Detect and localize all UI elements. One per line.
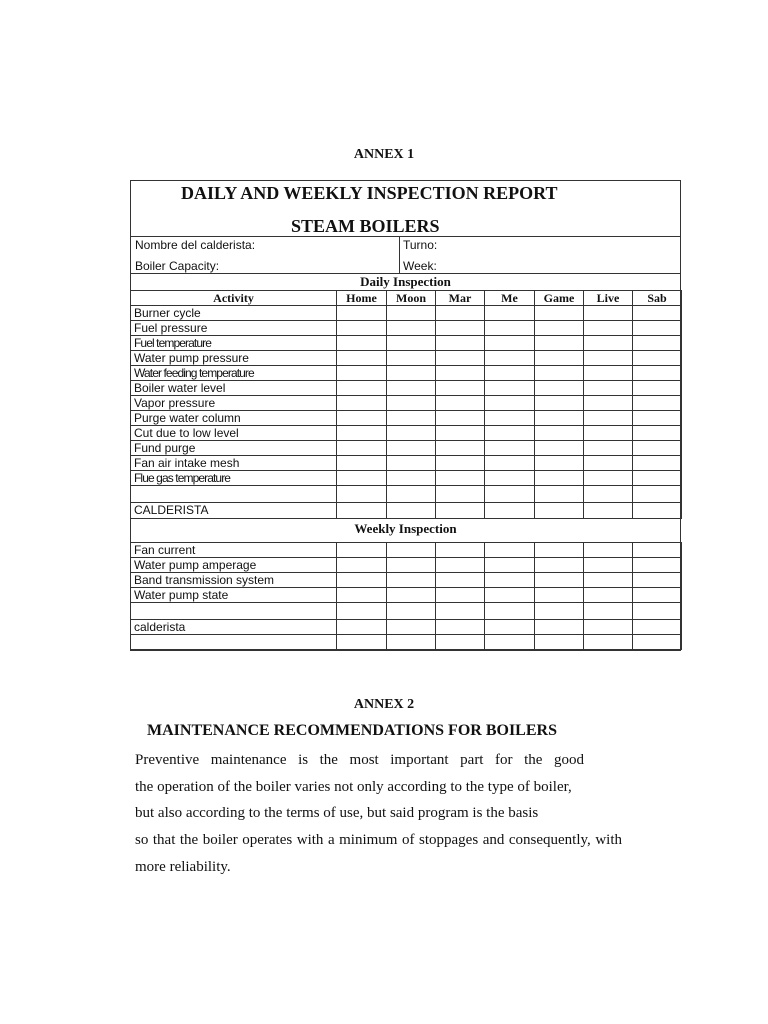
daily-header-row — [131, 291, 682, 306]
check-cell[interactable] — [387, 558, 436, 573]
check-cell[interactable] — [436, 381, 485, 396]
check-cell[interactable] — [535, 381, 584, 396]
check-cell[interactable] — [436, 306, 485, 321]
report-subtitle: STEAM BOILERS — [291, 216, 440, 236]
check-cell[interactable] — [387, 441, 436, 456]
check-cell[interactable] — [584, 441, 633, 456]
check-cell[interactable] — [337, 321, 387, 336]
check-cell[interactable] — [584, 306, 633, 321]
col-sab: Sab — [633, 291, 682, 306]
check-cell[interactable] — [535, 351, 584, 366]
check-cell[interactable] — [485, 366, 535, 381]
check-cell[interactable] — [436, 366, 485, 381]
daily-inspection-table — [130, 290, 682, 519]
check-cell[interactable] — [436, 573, 485, 588]
check-cell[interactable] — [485, 411, 535, 426]
weekly-inspection-heading: Weekly Inspection — [354, 521, 457, 536]
check-cell[interactable] — [633, 588, 682, 603]
activity-label: Flue gas temperature — [131, 471, 337, 486]
check-cell[interactable] — [633, 543, 682, 558]
signature-cell[interactable] — [633, 620, 682, 635]
check-cell[interactable] — [584, 573, 633, 588]
check-cell[interactable] — [633, 635, 682, 650]
check-cell[interactable] — [436, 396, 485, 411]
activity-label: Fund purge — [131, 441, 337, 456]
activity-label: Fuel pressure — [131, 321, 337, 336]
signature-cell[interactable] — [436, 503, 485, 519]
check-cell[interactable] — [633, 471, 682, 486]
check-cell[interactable] — [633, 366, 682, 381]
week-label: Week: — [403, 259, 437, 273]
check-cell[interactable] — [485, 321, 535, 336]
check-cell[interactable] — [387, 351, 436, 366]
shift-label: Turno: — [403, 238, 438, 252]
signature-label: CALDERISTA — [131, 503, 337, 519]
check-cell[interactable] — [485, 396, 535, 411]
check-cell[interactable] — [387, 321, 436, 336]
check-cell[interactable] — [337, 603, 387, 620]
check-cell[interactable] — [535, 456, 584, 471]
check-cell[interactable] — [485, 635, 535, 650]
check-cell[interactable] — [436, 441, 485, 456]
check-cell[interactable] — [387, 411, 436, 426]
table-row — [131, 558, 682, 573]
check-cell[interactable] — [436, 603, 485, 620]
col-live: Live — [584, 291, 633, 306]
check-cell[interactable] — [535, 396, 584, 411]
check-cell[interactable] — [535, 471, 584, 486]
check-cell[interactable] — [584, 381, 633, 396]
report-title: DAILY AND WEEKLY INSPECTION REPORT — [181, 183, 558, 203]
check-cell[interactable] — [436, 336, 485, 351]
check-cell[interactable] — [387, 381, 436, 396]
maintenance-line-1: Preventive maintenance is the most important part for the good — [135, 752, 584, 768]
check-cell[interactable] — [485, 558, 535, 573]
annex-1-label: ANNEX 1 — [353, 147, 415, 162]
check-cell[interactable] — [337, 558, 387, 573]
check-cell[interactable] — [584, 321, 633, 336]
check-cell[interactable] — [584, 336, 633, 351]
table-row — [131, 543, 682, 558]
check-cell[interactable] — [584, 635, 633, 650]
maintenance-title: MAINTENANCE RECOMMENDATIONS FOR BOILERS — [147, 722, 557, 739]
check-cell[interactable] — [485, 573, 535, 588]
col-moon: Moon — [387, 291, 436, 306]
check-cell[interactable] — [633, 441, 682, 456]
check-cell[interactable] — [584, 603, 633, 620]
check-cell[interactable] — [387, 396, 436, 411]
check-cell[interactable] — [387, 306, 436, 321]
table-row — [131, 351, 682, 366]
check-cell[interactable] — [337, 336, 387, 351]
check-cell[interactable] — [633, 558, 682, 573]
annex-2-label: ANNEX 2 — [353, 697, 415, 712]
check-cell[interactable] — [584, 366, 633, 381]
check-cell[interactable] — [535, 336, 584, 351]
table-row — [131, 603, 682, 620]
check-cell[interactable] — [633, 336, 682, 351]
check-cell[interactable] — [436, 411, 485, 426]
check-cell[interactable] — [584, 396, 633, 411]
check-cell[interactable] — [436, 456, 485, 471]
maintenance-line-4: so that the boiler operates with a minimum of stoppages and consequently, with — [135, 832, 622, 848]
check-cell[interactable] — [436, 471, 485, 486]
check-cell[interactable] — [535, 588, 584, 603]
check-cell[interactable] — [387, 456, 436, 471]
signature-cell[interactable] — [337, 620, 387, 635]
check-cell[interactable] — [633, 351, 682, 366]
check-cell[interactable] — [387, 336, 436, 351]
signature-cell[interactable] — [387, 503, 436, 519]
check-cell[interactable] — [337, 471, 387, 486]
blank-cell — [131, 603, 337, 620]
check-cell[interactable] — [337, 351, 387, 366]
check-cell[interactable] — [337, 456, 387, 471]
check-cell[interactable] — [337, 396, 387, 411]
check-cell[interactable] — [485, 336, 535, 351]
table-row — [131, 635, 682, 650]
activity-label: Fan current — [131, 543, 337, 558]
table-row — [131, 588, 682, 603]
check-cell[interactable] — [584, 456, 633, 471]
col-activity: Activity — [131, 291, 337, 306]
activity-label: Water pump state — [131, 588, 337, 603]
check-cell[interactable] — [485, 441, 535, 456]
check-cell[interactable] — [387, 635, 436, 650]
check-cell[interactable] — [436, 486, 485, 503]
signature-cell[interactable] — [436, 620, 485, 635]
check-cell[interactable] — [633, 456, 682, 471]
check-cell[interactable] — [584, 588, 633, 603]
check-cell[interactable] — [633, 396, 682, 411]
check-cell[interactable] — [485, 426, 535, 441]
operator-name-label: Nombre del calderista: — [135, 238, 256, 252]
check-cell[interactable] — [584, 351, 633, 366]
check-cell[interactable] — [485, 588, 535, 603]
check-cell[interactable] — [337, 573, 387, 588]
signature-cell[interactable] — [485, 503, 535, 519]
check-cell[interactable] — [535, 411, 584, 426]
blank-cell — [131, 635, 337, 650]
boiler-capacity-label: Boiler Capacity: — [135, 259, 220, 273]
check-cell[interactable] — [633, 426, 682, 441]
activity-label: Cut due to low level — [131, 426, 337, 441]
signature-cell[interactable] — [535, 503, 584, 519]
signature-cell[interactable] — [584, 503, 633, 519]
table-row — [131, 366, 682, 381]
table-row — [131, 381, 682, 396]
signature-cell[interactable] — [485, 620, 535, 635]
activity-label: Burner cycle — [131, 306, 337, 321]
maintenance-line-5: more reliability. — [135, 859, 231, 875]
check-cell[interactable] — [535, 573, 584, 588]
blank-cell — [131, 486, 337, 503]
check-cell[interactable] — [535, 558, 584, 573]
check-cell[interactable] — [436, 321, 485, 336]
signature-row — [131, 620, 682, 635]
check-cell[interactable] — [485, 471, 535, 486]
check-cell[interactable] — [535, 635, 584, 650]
table-row — [131, 573, 682, 588]
check-cell[interactable] — [337, 486, 387, 503]
table-row — [131, 426, 682, 441]
check-cell[interactable] — [485, 486, 535, 503]
check-cell[interactable] — [584, 471, 633, 486]
check-cell[interactable] — [584, 411, 633, 426]
check-cell[interactable] — [436, 543, 485, 558]
check-cell[interactable] — [584, 426, 633, 441]
check-cell[interactable] — [485, 351, 535, 366]
check-cell[interactable] — [485, 381, 535, 396]
check-cell[interactable] — [337, 426, 387, 441]
check-cell[interactable] — [337, 366, 387, 381]
check-cell[interactable] — [535, 426, 584, 441]
check-cell[interactable] — [436, 351, 485, 366]
weekly-inspection-table — [130, 542, 682, 650]
signature-cell[interactable] — [584, 620, 633, 635]
check-cell[interactable] — [485, 306, 535, 321]
activity-label: Boiler water level — [131, 381, 337, 396]
col-home: Home — [337, 291, 387, 306]
activity-label: Water feeding temperature — [131, 366, 337, 381]
activity-label: Water pump pressure — [131, 351, 337, 366]
activity-label: Vapor pressure — [131, 396, 337, 411]
activity-label: Band transmission system — [131, 573, 337, 588]
activity-label: Fuel temperature — [131, 336, 337, 351]
check-cell[interactable] — [337, 635, 387, 650]
activity-label: Water pump amperage — [131, 558, 337, 573]
check-cell[interactable] — [633, 603, 682, 620]
daily-inspection-heading: Daily Inspection — [360, 274, 451, 289]
check-cell[interactable] — [584, 543, 633, 558]
col-mar: Mar — [436, 291, 485, 306]
check-cell[interactable] — [535, 543, 584, 558]
signature-cell[interactable] — [337, 503, 387, 519]
check-cell[interactable] — [387, 573, 436, 588]
check-cell[interactable] — [387, 366, 436, 381]
table-row — [131, 411, 682, 426]
table-row — [131, 336, 682, 351]
check-cell[interactable] — [337, 588, 387, 603]
col-me: Me — [485, 291, 535, 306]
check-cell[interactable] — [436, 558, 485, 573]
check-cell[interactable] — [633, 486, 682, 503]
signature-label: calderista — [131, 620, 337, 635]
table-row — [131, 471, 682, 486]
check-cell[interactable] — [535, 321, 584, 336]
check-cell[interactable] — [633, 306, 682, 321]
check-cell[interactable] — [633, 381, 682, 396]
check-cell[interactable] — [633, 411, 682, 426]
table-row — [131, 441, 682, 456]
check-cell[interactable] — [387, 543, 436, 558]
check-cell[interactable] — [535, 486, 584, 503]
check-cell[interactable] — [485, 603, 535, 620]
table-row — [131, 321, 682, 336]
maintenance-line-3: but also according to the terms of use, but said program is the basis — [135, 805, 539, 821]
check-cell[interactable] — [387, 471, 436, 486]
col-game: Game — [535, 291, 584, 306]
table-row — [131, 396, 682, 411]
check-cell[interactable] — [535, 366, 584, 381]
check-cell[interactable] — [387, 603, 436, 620]
table-row — [131, 456, 682, 471]
activity-label: Fan air intake mesh — [131, 456, 337, 471]
signature-row — [131, 503, 682, 519]
maintenance-line-2: the operation of the boiler varies not only according to the type of boiler, — [135, 779, 572, 795]
check-cell[interactable] — [337, 441, 387, 456]
check-cell[interactable] — [584, 486, 633, 503]
check-cell[interactable] — [337, 543, 387, 558]
inspection-report — [130, 180, 681, 651]
check-cell[interactable] — [485, 456, 535, 471]
check-cell[interactable] — [387, 426, 436, 441]
activity-label: Purge water column — [131, 411, 337, 426]
check-cell[interactable] — [633, 321, 682, 336]
check-cell[interactable] — [485, 543, 535, 558]
check-cell[interactable] — [436, 635, 485, 650]
check-cell[interactable] — [535, 306, 584, 321]
check-cell[interactable] — [436, 426, 485, 441]
table-row — [131, 486, 682, 503]
check-cell[interactable] — [436, 588, 485, 603]
check-cell[interactable] — [535, 603, 584, 620]
signature-cell[interactable] — [387, 620, 436, 635]
signature-cell[interactable] — [535, 620, 584, 635]
check-cell[interactable] — [387, 486, 436, 503]
check-cell[interactable] — [633, 573, 682, 588]
check-cell[interactable] — [337, 411, 387, 426]
check-cell[interactable] — [387, 588, 436, 603]
table-row — [131, 306, 682, 321]
check-cell[interactable] — [535, 441, 584, 456]
signature-cell[interactable] — [633, 503, 682, 519]
check-cell[interactable] — [584, 558, 633, 573]
check-cell[interactable] — [337, 381, 387, 396]
check-cell[interactable] — [337, 306, 387, 321]
